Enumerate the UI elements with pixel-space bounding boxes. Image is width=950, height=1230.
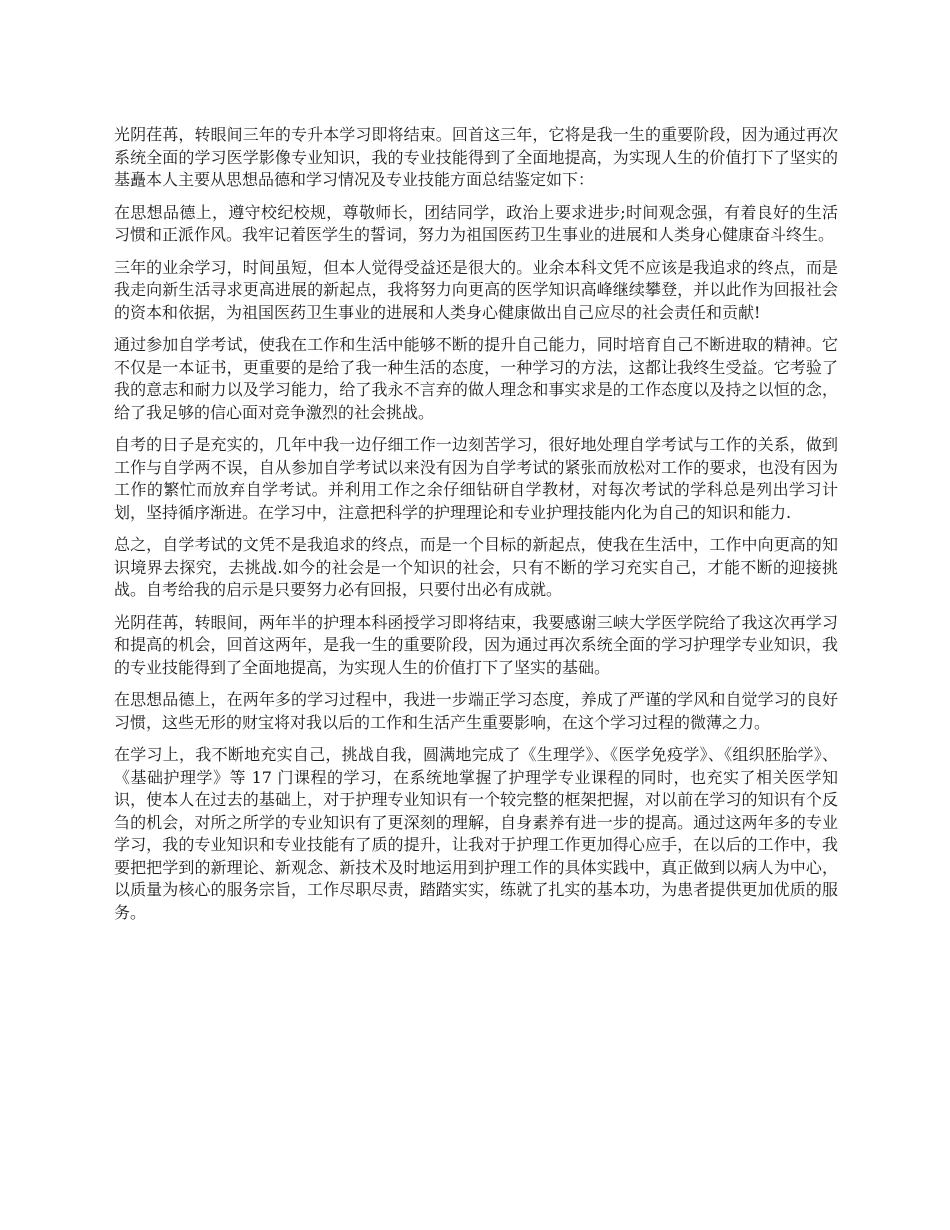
paragraph: 总之，自学考试的文凭不是我追求的终点，而是一个目标的新起点，使我在生活中，工作中向更高的知识境界去探究，去挑战.如今的社会是一个知识的社会，只有不断的学习充实自己，才能不断的迎接挑战。自考给我的启示是只要努力必有回报，只要付出必有成就。 (114, 535, 838, 599)
paragraph: 通过参加自学考试，使我在工作和生活中能够不断的提升自己能力，同时培育自己不断进取的精神。它不仅是一本证书，更重要的是给了我一种生活的态度，一种学习的方法，这都让我终生受益。它考验了我的意志和耐力以及学习能力，给了我永不言弃的做人理念和事实求是的工作态度以及持之以恒的念，给了我足够的信心面对竞争激烈的社会挑战。 (114, 335, 838, 422)
document-body (114, 124, 838, 934)
paragraph: 三年的业余学习，时间虽短，但本人觉得受益还是很大的。业余本科文凭不应该是我追求的终点，而是我走向新生活寻求更高进展的新起点，我将努力向更高的医学知识高峰继续攀登，并以此作为回报社会的资本和依据，为祖国医药卫生事业的进展和人类身心健康做出自己应尽的社会责任和贡献! (114, 257, 838, 322)
paragraph: 光阴荏苒，转眼间，两年半的护理本科函授学习即将结束，我要感谢三峡大学医学院给了我这次再学习和提高的机会，回首这两年，是我一生的重要阶段，因为通过再次系统全面的学习护理学专业知识，我的专业技能得到了全面地提高，为实现人生的价值打下了坚实的基础。 (114, 612, 838, 677)
paragraph: 在思想品德上，遵守校纪校规，尊敬师长，团结同学，政治上要求进步;时间观念强，有着良好的生活习惯和正派作风。我牢记着医学生的誓词，努力为祖国医药卫生事业的进展和人类身心健康奋斗终生。 (114, 202, 838, 244)
paragraph: 在学习上，我不断地充实自己，挑战自我，圆满地完成了《生理学》、《医学免疫学》、《组织胚胎学》、《基础护理学》等 17 门课程的学习，在系统地掌握了护理学专业课程的同时，也充实了相关医学知识，使本人在过去的基础上，对于护理专业知识有一个较完整的框架把握，对以前在学习的知识有个反刍的机会，对所之所学的专业知识有了更深刻的理解，自身素养有进一步的提高。通过这两年多的专业学习，我的专业知识和专业技能有了质的提升，让我对于护理工作更加得心应手，在以后的工作中，我要把把学到的新理论、新观念、新技术及时地运用到护理工作的具体实践中，真正做到以病人为中心，以质量为核心的服务宗旨，工作尽职尽责，踏踏实实，练就了扎实的基本功，为患者提供更加优质的服务。 (114, 745, 838, 922)
paragraph: 在思想品德上，在两年多的学习过程中，我进一步端正学习态度，养成了严谨的学风和自觉学习的良好习惯，这些无形的财宝将对我以后的工作和生活产生重要影响，在这个学习过程的微薄之力。 (114, 690, 838, 732)
paragraph: 光阴荏苒，转眼间三年的专升本学习即将结束。回首这三年，它将是我一生的重要阶段，因为通过再次系统全面的学习医学影像专业知识，我的专业技能得到了全面地提高，为实现人生的价值打下了坚实的基矗本人主要从思想品德和学习情况及专业技能方面总结鉴定如下： (114, 125, 838, 189)
paragraph: 自考的日子是充实的，几年中我一边仔细工作一边刻苦学习，很好地处理自学考试与工作的关系，做到工作与自学两不误，自从参加自学考试以来没有因为自学考试的紧张而放松对工作的要求，也没有因为工作的繁忙而放弃自学考试。并利用工作之余仔细钻研自学教材，对每次考试的学科总是列出学习计划，坚持循序渐进。在学习中，注意把科学的护理理论和专业护理技能内化为自己的知识和能力. (114, 435, 838, 522)
